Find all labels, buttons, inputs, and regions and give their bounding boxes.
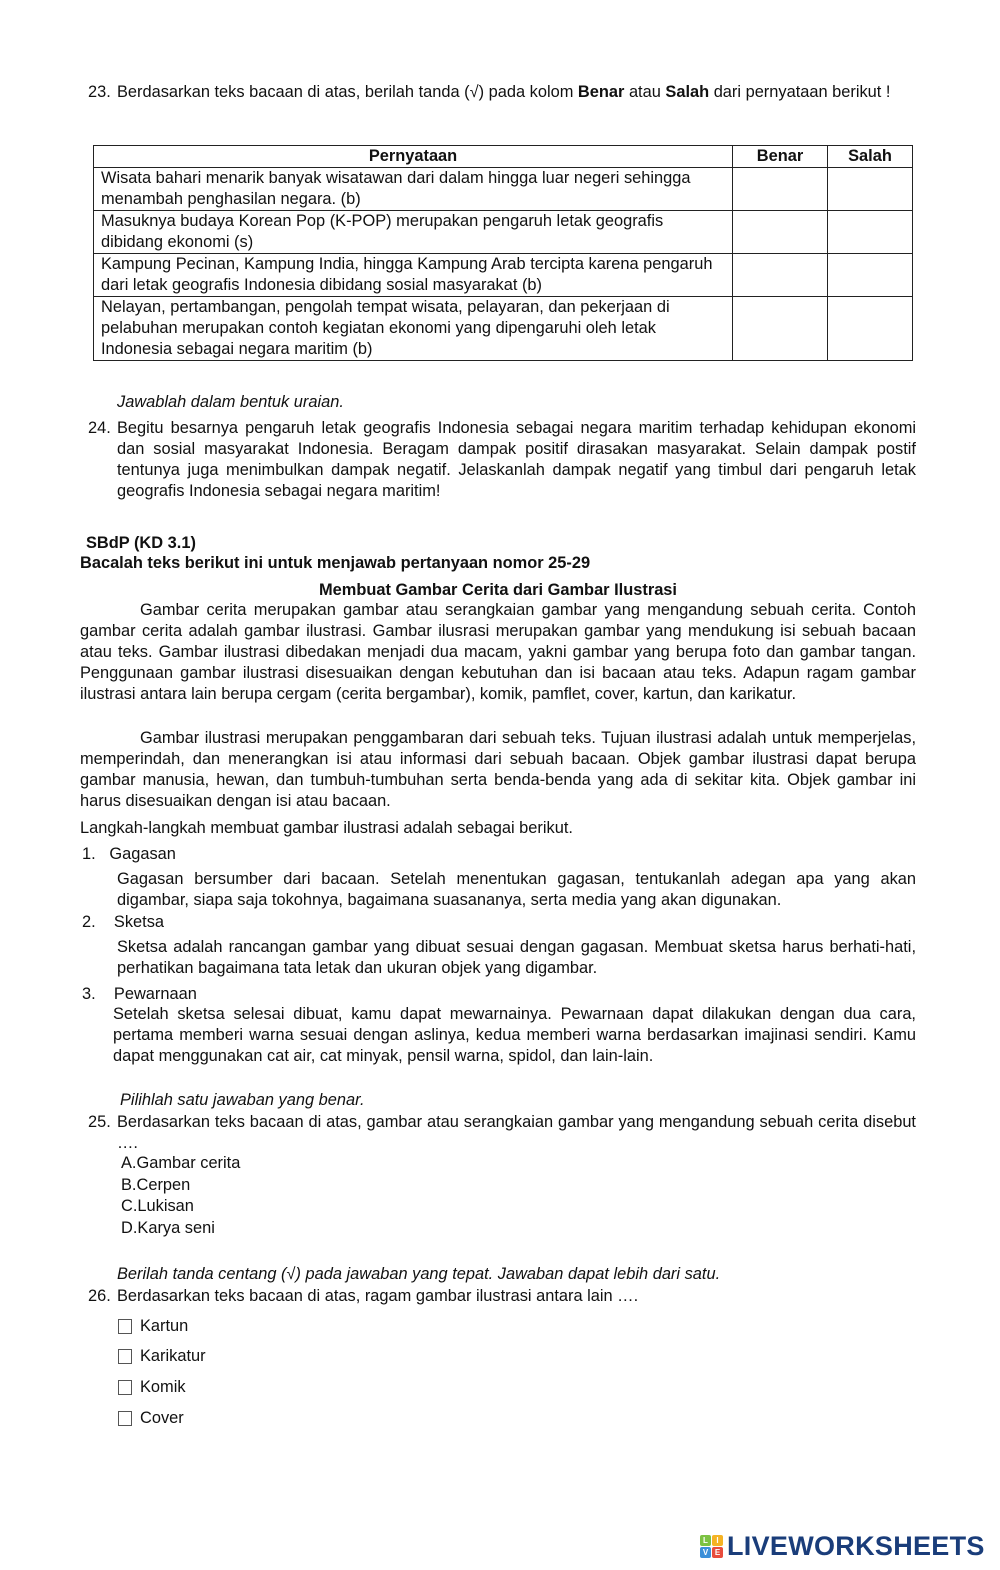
checkbox-icon[interactable] bbox=[118, 1349, 132, 1364]
question-24 bbox=[88, 418, 916, 502]
checkbox-option[interactable] bbox=[118, 1377, 186, 1398]
section-title: SBdP (KD 3.1) bbox=[86, 534, 196, 552]
liveworksheets-logo bbox=[700, 1531, 985, 1561]
statement: Nelayan, pertambangan, pengolah tempat wisata, pelayaran, dan pekerjaan di pelabuhan merupakan contoh kegiatan ekonomi yang dipengaruhi oleh letak Indonesia sebagai negara maritim (b) bbox=[94, 297, 733, 361]
checkbox-option[interactable] bbox=[118, 1408, 184, 1429]
table-row bbox=[94, 211, 913, 254]
statement-table bbox=[93, 145, 913, 361]
header-benar: Benar bbox=[733, 146, 828, 168]
reading-title: Membuat Gambar Cerita dari Gambar Ilustrasi bbox=[319, 581, 677, 599]
table-row bbox=[94, 297, 913, 361]
step-title: Pewarnaan bbox=[113, 985, 197, 1003]
step-3-title bbox=[82, 984, 197, 1005]
benar-cell[interactable] bbox=[733, 254, 828, 297]
statement: Wisata bahari menarik banyak wisatawan dari dalam hingga luar negeri sehingga menambah penghasilan negara. (b) bbox=[94, 168, 733, 211]
step-3-text: Setelah sketsa selesai dibuat, kamu dapat mewarnainya. Pewarnaan dapat dilakukan dengan dua cara, pertama memberi warna sesuai dengan aslinya, kedua memberi warna berdasarkan imajinasi sendiri. Kamu dapat menggunakan cat air, cat minyak, pensil warna, spidol, dan lain-lain. bbox=[113, 1005, 916, 1065]
table-row bbox=[94, 254, 913, 297]
instruction-checkbox: Berilah tanda centang (√) pada jawaban yang tepat. Jawaban dapat lebih dari satu. bbox=[117, 1265, 721, 1283]
salah-cell[interactable] bbox=[828, 168, 913, 211]
table-row bbox=[94, 168, 913, 211]
step-2-title bbox=[82, 912, 164, 933]
checkbox-option[interactable] bbox=[118, 1316, 188, 1337]
steps-intro: Langkah-langkah membuat gambar ilustrasi adalah sebagai berikut. bbox=[80, 819, 573, 837]
instruction-essay: Jawablah dalam bentuk uraian. bbox=[117, 393, 344, 411]
option-label: Komik bbox=[140, 1378, 186, 1396]
step-number: 1. bbox=[82, 845, 96, 863]
salah-cell[interactable] bbox=[828, 297, 913, 361]
option-label: Karikatur bbox=[140, 1347, 206, 1365]
logo-text: LIVEWORKSHEETS bbox=[727, 1531, 985, 1561]
logo-tile: E bbox=[712, 1547, 723, 1558]
benar-cell[interactable] bbox=[733, 168, 828, 211]
question-text: Berdasarkan teks bacaan di atas, gambar atau serangkaian gambar yang mengandung sebuah cerita disebut …. bbox=[117, 1113, 916, 1152]
question-text: Berdasarkan teks bacaan di atas, berilah tanda (√) pada kolom bbox=[117, 83, 578, 101]
header-salah: Salah bbox=[828, 146, 913, 168]
benar-cell[interactable] bbox=[733, 297, 828, 361]
question-number: 23. bbox=[88, 83, 111, 101]
option-label: Cover bbox=[140, 1409, 184, 1427]
question-text: Berdasarkan teks bacaan di atas, ragam gambar ilustrasi antara lain …. bbox=[117, 1287, 639, 1305]
step-1-text: Gagasan bersumber dari bacaan. Setelah menentukan gagasan, tentukanlah adegan apa yang akan digambar, siapa saja tokohnya, bagaimana suasananya, serta media yang akan digunakan. bbox=[117, 870, 916, 909]
option-d[interactable]: D.Karya seni bbox=[121, 1219, 215, 1237]
reading-paragraph-2: Gambar ilustrasi merupakan penggambaran dari sebuah teks. Tujuan ilustrasi adalah untuk memperjelas, memperindah, dan menerangkan isi atau informasi dari sebuah bacaan. Objek gambar ilustrasi dapat berupa gambar manusia, hewan, dan tumbuh-tumbuhan serta benda-benda yang ada di sekitar kita. Objek gambar ini harus disesuaikan dengan isi atau bacaan. bbox=[80, 729, 916, 810]
step-number: 3. bbox=[82, 985, 96, 1003]
salah-cell[interactable] bbox=[828, 254, 913, 297]
checkbox-icon[interactable] bbox=[118, 1380, 132, 1395]
option-c[interactable]: C.Lukisan bbox=[121, 1197, 194, 1215]
step-1-title bbox=[82, 844, 176, 865]
step-number: 2. bbox=[82, 913, 96, 931]
question-number: 25. bbox=[88, 1113, 111, 1131]
salah-cell[interactable] bbox=[828, 211, 913, 254]
logo-tile: I bbox=[712, 1535, 723, 1546]
question-text: dari pernyataan berikut ! bbox=[709, 83, 891, 101]
question-number: 24. bbox=[88, 419, 111, 437]
option-label: Kartun bbox=[140, 1317, 189, 1335]
question-23 bbox=[88, 82, 916, 103]
instruction-mc: Pilihlah satu jawaban yang benar. bbox=[120, 1091, 365, 1109]
step-title: Gagasan bbox=[109, 845, 176, 863]
question-number: 26. bbox=[88, 1287, 111, 1305]
question-26 bbox=[88, 1286, 916, 1307]
bold-salah: Salah bbox=[665, 83, 710, 101]
option-b[interactable]: B.Cerpen bbox=[121, 1176, 191, 1194]
logo-tiles-icon bbox=[700, 1535, 723, 1558]
table-header bbox=[94, 146, 913, 168]
option-a[interactable]: A.Gambar cerita bbox=[121, 1154, 241, 1172]
bold-benar: Benar bbox=[577, 83, 625, 101]
answer-area-24[interactable] bbox=[117, 502, 916, 522]
checkbox-icon[interactable] bbox=[118, 1319, 132, 1334]
logo-tile: V bbox=[700, 1547, 711, 1558]
header-pernyataan: Pernyataan bbox=[94, 146, 733, 168]
reading-instruction: Bacalah teks berikut ini untuk menjawab pertanyaan nomor 25-29 bbox=[80, 554, 591, 572]
checkbox-icon[interactable] bbox=[118, 1411, 132, 1426]
benar-cell[interactable] bbox=[733, 211, 828, 254]
question-text: atau bbox=[624, 83, 666, 101]
checkbox-option[interactable] bbox=[118, 1346, 206, 1367]
statement: Masuknya budaya Korean Pop (K-POP) merupakan pengaruh letak geografis dibidang ekonomi (s) bbox=[94, 211, 733, 254]
question-text: Begitu besarnya pengaruh letak geografis Indonesia sebagai negara maritim terhadap kehidupan ekonomi dan sosial masyarakat Indonesia. Beragam dampak positif dirasakan masyarakat. Selain dampak postif tentunya juga menimbulkan dampak negatif. Jelaskanlah dampak negatif yang timbul dari pengaruh letak geografis Indonesia sebagai negara maritim! bbox=[117, 419, 916, 500]
question-25 bbox=[88, 1112, 916, 1154]
statement: Kampung Pecinan, Kampung India, hingga Kampung Arab tercipta karena pengaruh dari letak geografis Indonesia dibidang sosial masyarakat (b) bbox=[94, 254, 733, 297]
step-title: Sketsa bbox=[113, 913, 164, 931]
logo-tile: L bbox=[700, 1535, 711, 1546]
reading-paragraph-1: Gambar cerita merupakan gambar atau serangkaian gambar yang mengandung sebuah cerita. Contoh gambar cerita adalah gambar ilustrasi. Gambar ilusrasi merupakan gambar yang mendukung isi sebuah bacaan atau teks. Gambar ilustrasi dibedakan menjadi dua macam, yakni gambar yang berupa foto dan gambar tangan. Penggunaan gambar ilustrasi disesuaikan dengan kebutuhan dan isi bacaan atau teks. Adapun ragam gambar ilustrasi antara lain berupa cergam (cerita bergambar), komik, pamflet, cover, kartun, dan karikatur. bbox=[80, 601, 916, 703]
step-2-text: Sketsa adalah rancangan gambar yang dibuat sesuai dengan gagasan. Membuat sketsa harus berhati-hati, perhatikan bagaimana tata letak dan ukuran objek yang digambar. bbox=[117, 938, 916, 977]
